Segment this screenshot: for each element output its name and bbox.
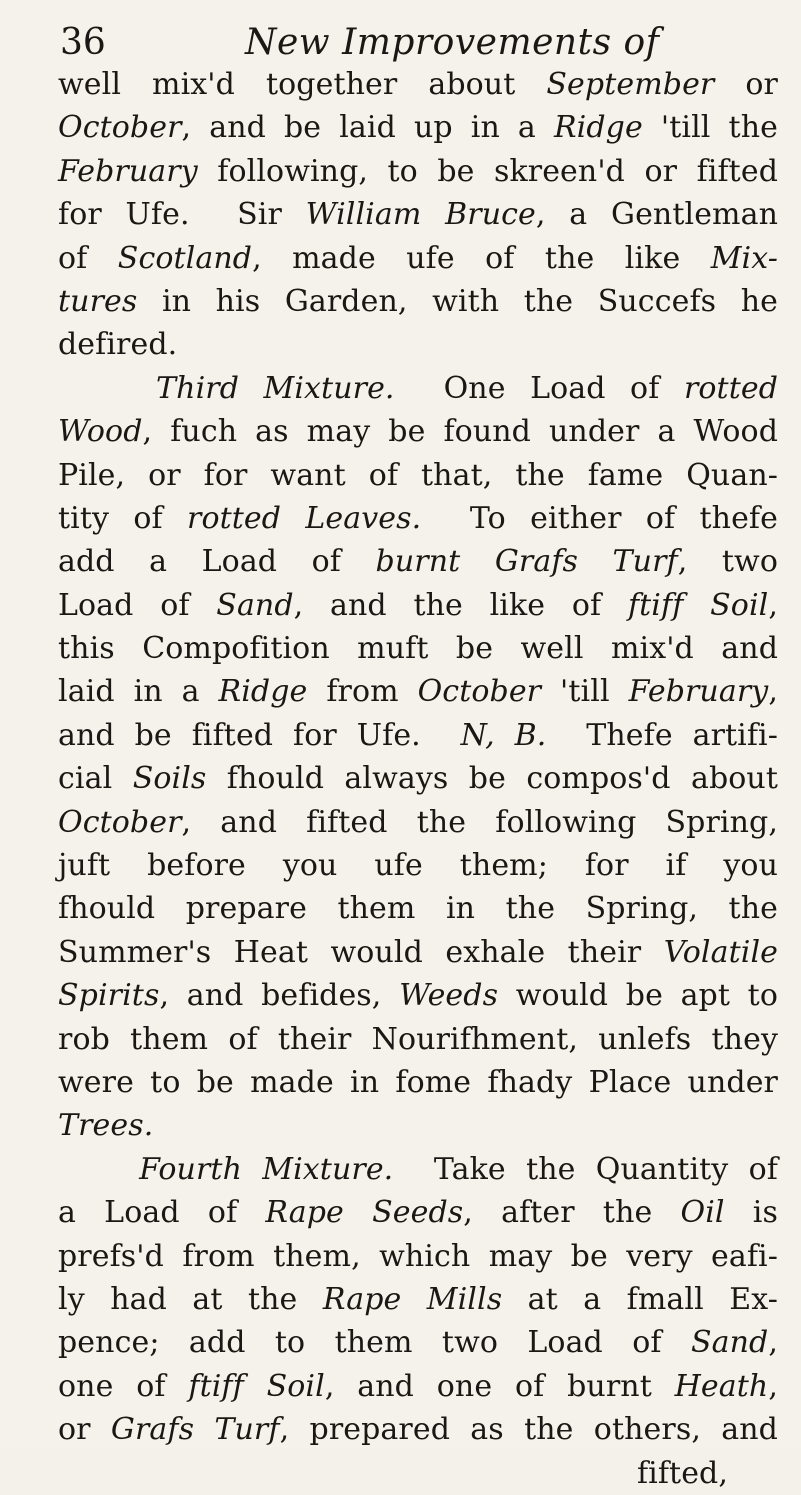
text-line bbox=[58, 1191, 778, 1234]
text-run: To either of thefe bbox=[421, 500, 778, 536]
text-line bbox=[58, 237, 778, 280]
italic-text: October bbox=[58, 804, 182, 840]
text-run: , and the like of bbox=[293, 587, 628, 623]
italic-text: Rape Mills bbox=[322, 1281, 503, 1317]
text-run: rob them of their Nourifhment, unlefs they bbox=[58, 1021, 778, 1057]
text-run: fifted, bbox=[636, 1455, 728, 1491]
text-run: , after the bbox=[463, 1195, 681, 1231]
text-line bbox=[58, 1365, 778, 1408]
text-run: well mix'd together about bbox=[58, 67, 547, 102]
text-run: One Load of bbox=[394, 370, 684, 406]
text-line bbox=[58, 367, 778, 410]
italic-text: Fourth Mixture. bbox=[139, 1151, 394, 1187]
text-run: cial bbox=[58, 761, 133, 797]
text-line bbox=[58, 1452, 778, 1495]
italic-text: rotted Leaves. bbox=[187, 500, 422, 536]
text-run: add a Load of bbox=[58, 544, 376, 580]
text-run: , and be laid up in a bbox=[181, 110, 554, 146]
text-line bbox=[58, 1278, 778, 1321]
italic-text: Oil bbox=[680, 1195, 725, 1231]
text-run bbox=[58, 1152, 139, 1187]
text-run: in his Garden, with the Succefs he bbox=[137, 283, 778, 319]
text-line bbox=[58, 323, 778, 366]
text-run: , a Gentleman bbox=[535, 197, 778, 233]
italic-text: Ridge bbox=[218, 674, 308, 710]
italic-text: September bbox=[546, 67, 715, 102]
italic-text: February bbox=[58, 153, 198, 189]
italic-text: Volatile bbox=[663, 934, 778, 970]
text-run: a Load of bbox=[58, 1195, 266, 1231]
text-run: pence; add to them two Load of bbox=[58, 1325, 691, 1361]
italic-text: rotted bbox=[683, 370, 779, 406]
text-line bbox=[58, 1148, 778, 1191]
text-line bbox=[58, 540, 778, 583]
text-run: ly had at the bbox=[58, 1281, 323, 1317]
text-run: juft before you ufe them; for if you bbox=[58, 848, 778, 884]
text-run: Take the Quantity of bbox=[393, 1151, 778, 1187]
italic-text: tures bbox=[58, 283, 138, 319]
italic-text: Ridge bbox=[553, 110, 643, 146]
text-line bbox=[58, 193, 778, 236]
running-title: New Improvements of bbox=[245, 22, 660, 63]
text-run: , bbox=[768, 587, 778, 623]
text-line bbox=[58, 757, 778, 800]
italic-text: ftiff Soil bbox=[188, 1368, 325, 1404]
text-line bbox=[58, 627, 778, 670]
text-run: prefs'd from them, which may be very eafi- bbox=[58, 1238, 778, 1274]
text-run: from bbox=[307, 674, 418, 710]
text-run: and be fifted for Ufe. bbox=[58, 717, 461, 753]
text-run: 'till bbox=[541, 674, 629, 710]
italic-text: Sand bbox=[690, 1325, 769, 1361]
text-run: , bbox=[768, 1325, 778, 1361]
text-line bbox=[58, 714, 778, 757]
italic-text: Scotland bbox=[117, 240, 253, 276]
page-number: 36 bbox=[60, 22, 106, 63]
text-run: or bbox=[714, 67, 778, 102]
text-run: Thefe artifi- bbox=[546, 717, 778, 753]
page-header bbox=[60, 18, 760, 68]
text-run: 'till the bbox=[642, 110, 778, 146]
text-run: , and fifted the following Spring, bbox=[181, 804, 778, 840]
italic-text: Grafs Turf bbox=[110, 1412, 280, 1448]
text-run: , prepared as the others, and bbox=[279, 1412, 778, 1448]
text-line bbox=[58, 670, 778, 713]
text-line bbox=[58, 1321, 778, 1364]
text-run: or bbox=[58, 1412, 111, 1448]
text-line bbox=[58, 974, 778, 1017]
italic-text: Mix- bbox=[710, 240, 778, 276]
text-run: , and befides, bbox=[159, 978, 400, 1014]
text-line bbox=[58, 584, 778, 627]
text-line bbox=[58, 844, 778, 887]
text-run: tity of bbox=[58, 500, 188, 536]
italic-text: Heath bbox=[674, 1368, 769, 1404]
text-line bbox=[58, 801, 778, 844]
italic-text: burnt Grafs Turf bbox=[375, 544, 678, 580]
text-line bbox=[58, 931, 778, 974]
text-line bbox=[58, 410, 778, 453]
text-run: this Compofition muft be well mix'd and bbox=[58, 631, 778, 667]
italic-text: N, B. bbox=[460, 717, 547, 753]
text-run bbox=[58, 371, 156, 406]
italic-text: Sand bbox=[216, 587, 294, 623]
text-line bbox=[58, 1061, 778, 1104]
italic-text: Spirits bbox=[58, 978, 160, 1014]
italic-text: William Bruce bbox=[305, 197, 536, 233]
body-text bbox=[58, 63, 778, 1495]
text-run: of bbox=[58, 240, 118, 276]
text-run: Pile, or for want of that, the fame Quan- bbox=[58, 457, 778, 493]
text-line bbox=[58, 454, 778, 497]
italic-text: February bbox=[628, 674, 769, 710]
italic-text: Third Mixture. bbox=[156, 370, 395, 406]
text-run: , fuch as may be found under a Wood bbox=[142, 414, 778, 450]
italic-text: Weeds bbox=[399, 978, 499, 1014]
text-run: at a fmall Ex- bbox=[502, 1281, 778, 1317]
text-line bbox=[58, 280, 778, 323]
text-run: one of bbox=[58, 1368, 189, 1404]
text-line bbox=[58, 1104, 778, 1147]
italic-text: Trees. bbox=[58, 1108, 154, 1144]
text-run: Load of bbox=[58, 587, 217, 623]
text-line bbox=[58, 63, 778, 106]
text-run: is bbox=[724, 1195, 779, 1231]
text-run: , and one of burnt bbox=[324, 1368, 675, 1404]
italic-text: Soils bbox=[132, 761, 207, 797]
italic-text: Rape Seeds bbox=[265, 1195, 464, 1231]
text-line bbox=[58, 1408, 778, 1451]
text-run: for Ufe. Sir bbox=[58, 197, 306, 233]
text-run: laid in a bbox=[58, 674, 219, 710]
text-run: , made ufe of the like bbox=[252, 240, 711, 276]
text-line bbox=[58, 1018, 778, 1061]
text-line bbox=[58, 106, 778, 149]
text-run: were to be made in fome fhady Place under bbox=[58, 1064, 778, 1100]
text-run: fhould prepare them in the Spring, the bbox=[58, 891, 778, 927]
text-run: following, to be skreen'd or fifted bbox=[197, 153, 778, 189]
text-run: Summer's Heat would exhale their bbox=[58, 934, 664, 970]
italic-text: October bbox=[417, 674, 542, 710]
text-line bbox=[58, 150, 778, 193]
text-line bbox=[58, 1235, 778, 1278]
text-run: defired. bbox=[58, 327, 178, 363]
italic-text: ftiff Soil bbox=[627, 587, 769, 623]
text-run: , two bbox=[677, 544, 778, 580]
italic-text: Wood bbox=[58, 414, 143, 450]
text-run: , bbox=[768, 1368, 778, 1404]
text-line bbox=[58, 887, 778, 930]
text-run: fhould always be compos'd about bbox=[206, 761, 778, 797]
text-run: , bbox=[768, 674, 778, 710]
text-line bbox=[58, 497, 778, 540]
italic-text: October bbox=[58, 110, 182, 146]
text-run: would be apt to bbox=[498, 978, 778, 1014]
